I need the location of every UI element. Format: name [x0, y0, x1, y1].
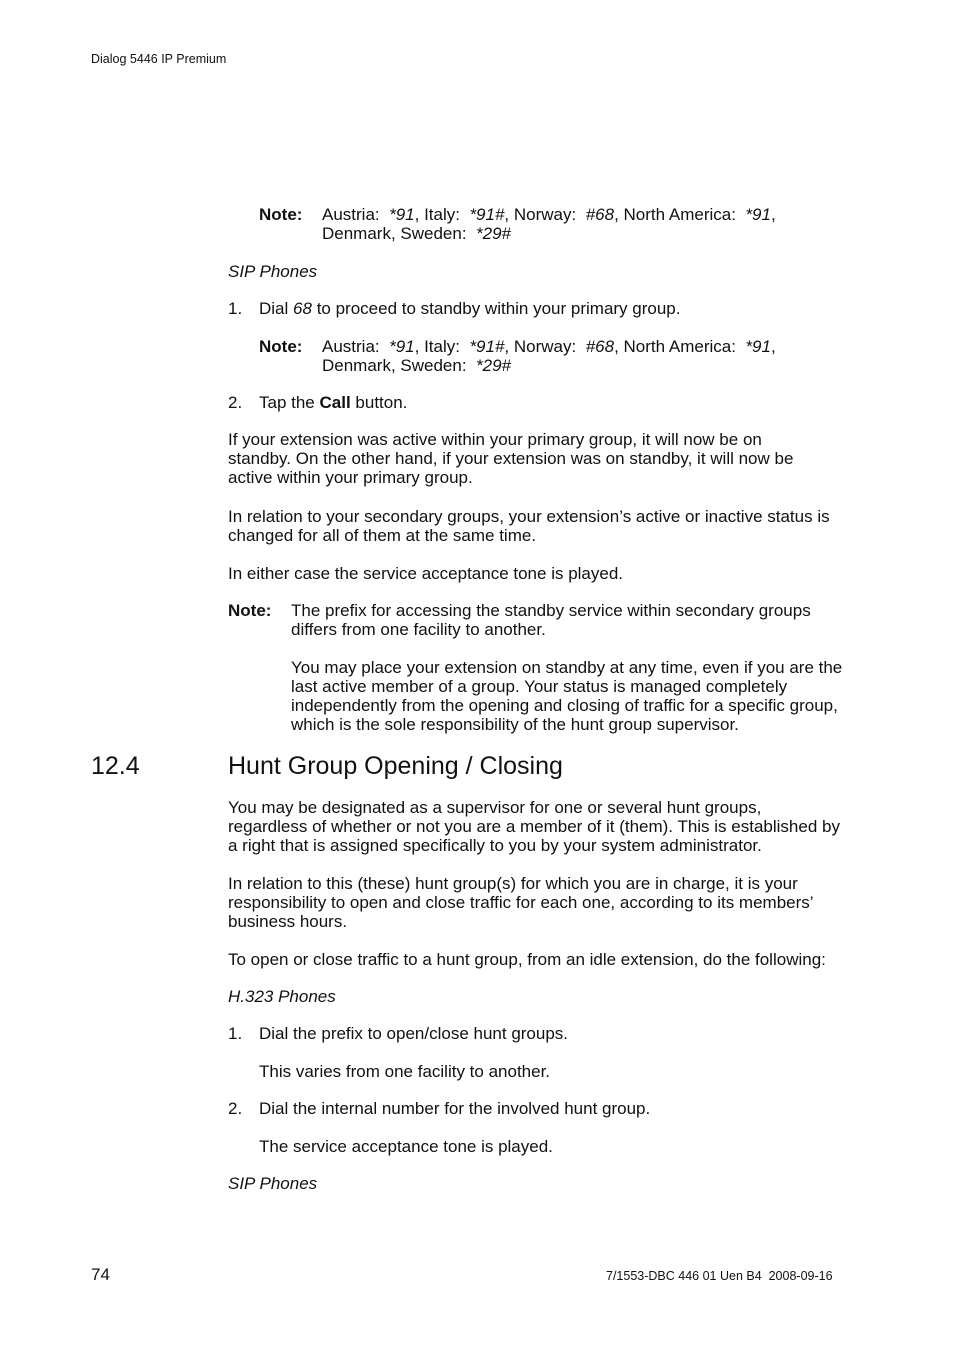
- standby-code: 68: [293, 299, 312, 318]
- sip-phones-heading: SIP Phones: [228, 262, 318, 281]
- country-north-america: North America:: [623, 205, 736, 224]
- h323-phones-heading: H.323 Phones: [228, 987, 336, 1006]
- paragraph-instructions: To open or close traffic to a hunt group, from an idle extension, do the following:: [228, 950, 826, 969]
- document-id: 7/1553-DBC 446 01 Uen B4 2008-09-16: [606, 1269, 833, 1283]
- note-label: Note:: [259, 337, 303, 356]
- h323-step-1-text: Dial the prefix to open/close hunt groups.: [259, 1024, 569, 1043]
- h323-step-1-sub: This varies from one facility to another.: [259, 1062, 551, 1081]
- h323-step-1-number: 1.: [228, 1024, 243, 1043]
- page-number: 74: [91, 1265, 110, 1284]
- sip-step-2-number: 2.: [228, 393, 243, 412]
- country-denmark-sweden: Denmark, Sweden:: [322, 224, 467, 243]
- sip-phones-heading-2: SIP Phones: [228, 1174, 318, 1193]
- country-austria: Austria:: [322, 205, 380, 224]
- top-note: [259, 205, 849, 245]
- country-norway: Norway:: [513, 205, 577, 224]
- call-button-label: Call: [319, 393, 351, 412]
- paragraph-standby-status: If your extension was active within your primary group, it will now be on standby. On the other hand, if your extension was on standby, it will now be active within your primary group.: [228, 430, 794, 487]
- code-north-america: *91: [745, 205, 771, 224]
- top-note-body: Austria: *91, Italy: *91#, Norway: #68, North America: *91, Denmark, Sweden: *29#: [322, 205, 776, 243]
- sip-note: [259, 337, 849, 377]
- code-italy: *91#: [469, 205, 505, 224]
- code-austria: *91: [389, 205, 415, 224]
- paragraph-supervisor: You may be designated as a supervisor for one or several hunt groups, regardless of whether or not you are a member of it (them). This is established by a right that is assigned specifically to you by your system administrator.: [228, 798, 840, 855]
- paragraph-acceptance-tone: In either case the service acceptance tone is played.: [228, 564, 624, 583]
- note-prefix-text: The prefix for accessing the standby service within secondary groups differs from one facility to another.: [291, 601, 811, 639]
- paragraph-secondary-groups: In relation to your secondary groups, your extension’s active or inactive status is changed for all of them at the same time.: [228, 507, 830, 545]
- code-denmark-sweden: *29#: [476, 224, 512, 243]
- sip-note-body: Austria: *91, Italy: *91#, Norway: #68, North America: *91, Denmark, Sweden: *29#: [322, 337, 776, 375]
- h323-step-2-text: Dial the internal number for the involved hunt group.: [259, 1099, 651, 1118]
- h323-step-2-sub: The service acceptance tone is played.: [259, 1137, 553, 1156]
- country-italy: Italy:: [424, 205, 460, 224]
- section-title: Hunt Group Opening / Closing: [228, 752, 563, 780]
- h323-step-2-number: 2.: [228, 1099, 243, 1118]
- running-header: Dialog 5446 IP Premium: [91, 52, 227, 66]
- note-standby-text: You may place your extension on standby at any time, even if you are the last active member of a group. Your status is managed completely independently from the opening and closing of traffic for a specific group, which is the sole responsibility of the hunt group supervisor.: [291, 658, 843, 734]
- code-norway: #68: [585, 205, 615, 224]
- sip-step-2-text: Tap the Call button.: [259, 393, 408, 412]
- note-label: Note:: [259, 205, 303, 224]
- sip-step-1-text: Dial 68 to proceed to standby within your primary group.: [259, 299, 681, 318]
- paragraph-responsibility: In relation to this (these) hunt group(s) for which you are in charge, it is your responsibility to open and close traffic for each one, according to its members’ business hours.: [228, 874, 813, 931]
- note-label: Note:: [228, 601, 272, 620]
- sip-step-1-number: 1.: [228, 299, 243, 318]
- section-number: 12.4: [91, 752, 140, 780]
